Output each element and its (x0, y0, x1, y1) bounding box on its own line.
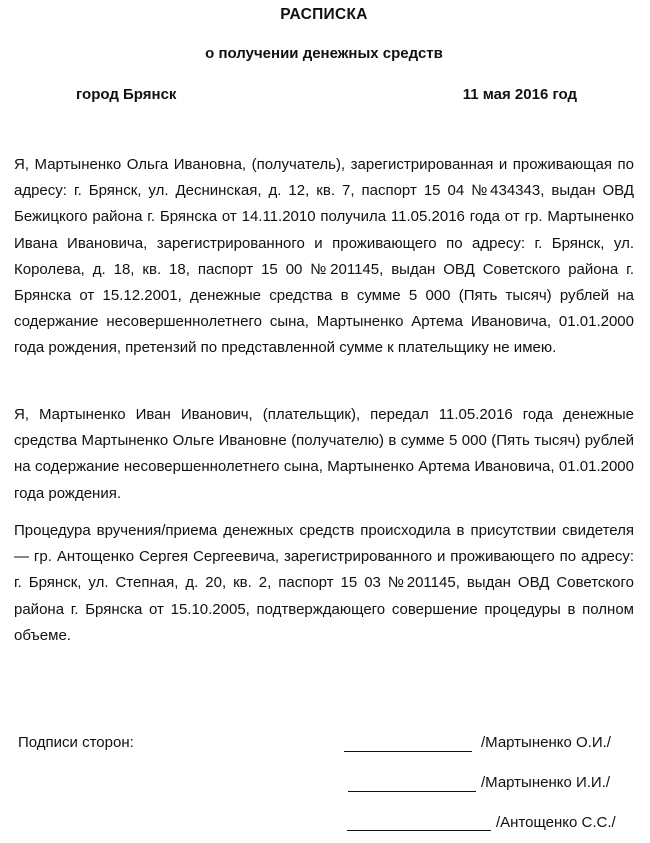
signature-line-recipient (344, 751, 472, 752)
document-subtitle: о получении денежных средств (205, 45, 443, 62)
signature-line-payer (348, 791, 476, 792)
signature-name-recipient: /Мартыненко О.И./ (481, 734, 611, 751)
paragraph-payer: Я, Мартыненко Иван Иванович, (плательщик), передал 11.05.2016 года денежные средства Мартыненко Ольге Ивановне (получателю) в сумме 5 000 (Пять тысяч) рублей на содержание несовершеннолетнего сына, Мартыненко Артема Ивановича, 01.01.2000 года рождения. (14, 406, 634, 502)
document-date: 11 мая 2016 год (462, 86, 577, 103)
signature-name-payer: /Мартыненко И.И./ (481, 774, 611, 791)
signatures-label: Подписи сторон: (18, 734, 134, 751)
paragraph-witness: Процедура вручения/приема денежных средств происходила в присутствии свидетеля — гр. Антощенко Сергея Сергеевича, зарегистрированного и проживающего по адресу: г. Брянск, ул. Степная, д. 20, кв. 2, паспорт 15 03 №201145, выдан ОВД Советского района г. Брянска от 15.10.2005, подтверждающего совершение процедуры в полном объеме. (14, 522, 634, 644)
signature-line-witness (347, 830, 491, 831)
document-page (14, 0, 634, 843)
document-title: РАСПИСКА (280, 6, 368, 23)
signature-name-witness: /Антощенко С.С./ (496, 814, 616, 831)
paragraph-recipient: Я, Мартыненко Ольга Ивановна, (получатель), зарегистрированная и проживающая по адресу: г. Брянск, ул. Деснинская, д. 12, кв. 7, паспорт 15 04 №434343, выдан ОВД Бежицкого района г. Брянска от 14.11.2010 получила 11.05.2016 года от гр. Мартыненко Ивана Ивановича, зарегистрированного и проживающего по адресу: г. Брянск, ул. Королева, д. 18, кв. 18, паспорт 15 00 №201145, выдан ОВД Советского района г. Брянска от 15.12.2001, денежные средства в сумме 5 000 (Пять тысяч) рублей на содержание несовершеннолетнего сына, Мартыненко Артема Ивановича, 01.01.2000 года рождения, претензий по представленной сумме к плательщику не имею. (14, 156, 634, 357)
document-city: город Брянск (76, 86, 177, 103)
